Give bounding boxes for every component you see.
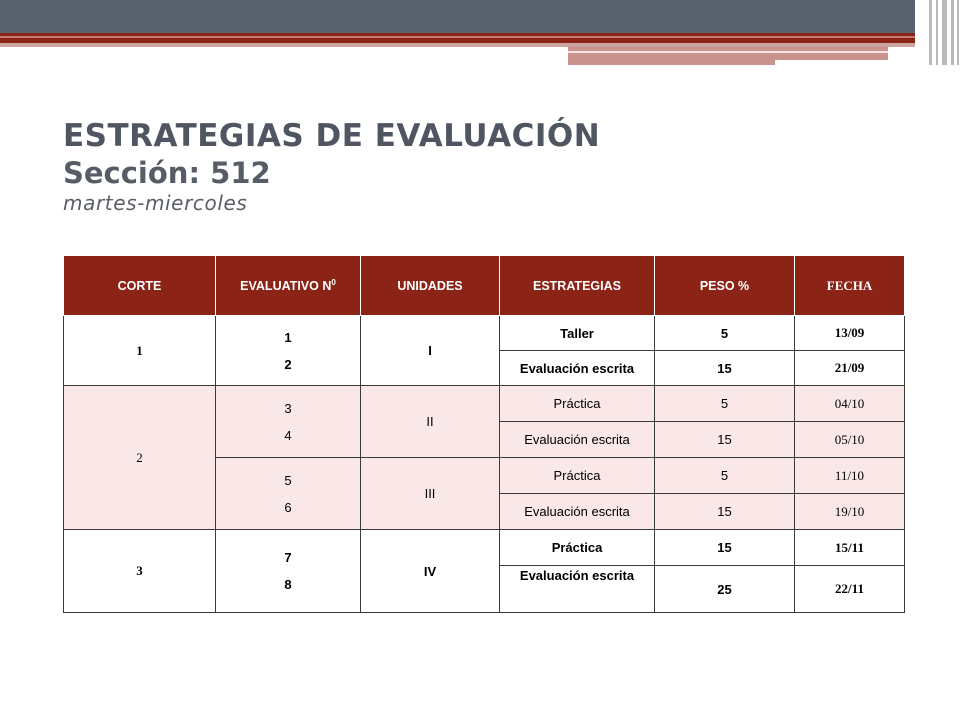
estrategia-cell: Evaluación escrita (500, 566, 655, 613)
peso-cell: 5 (655, 316, 795, 351)
corte-cell: 1 (64, 316, 216, 386)
page-title: ESTRATEGIAS DE EVALUACIÓN (63, 118, 601, 154)
evaluativo-number: 7 (284, 550, 292, 565)
unidad-cell: II (361, 386, 500, 458)
evaluativo-cell (216, 316, 361, 386)
days-label: martes-miercoles (63, 191, 248, 215)
evaluativo-number: 6 (284, 499, 292, 515)
title-block (63, 118, 600, 216)
col-header-fecha: FECHA (795, 256, 905, 316)
fecha-cell: 11/10 (795, 458, 905, 494)
header-accent-line (0, 36, 960, 38)
corte-cell: 3 (64, 530, 216, 613)
table-row (64, 530, 905, 566)
evaluativo-number: 2 (284, 356, 292, 372)
col-header-evaluativo-sup: 0 (331, 277, 336, 287)
fecha-cell: 21/09 (795, 351, 905, 386)
fecha-cell: 22/11 (795, 566, 905, 613)
peso-cell: 5 (655, 458, 795, 494)
corte-cell: 2 (64, 386, 216, 530)
col-header-unidades: UNIDADES (361, 256, 500, 316)
section-label: Sección: 512 (63, 156, 271, 190)
evaluativo-cell (216, 458, 361, 530)
fecha-cell: 19/10 (795, 494, 905, 530)
header-tab-bar-small (568, 60, 775, 65)
header-tab-bar (568, 47, 888, 60)
col-header-estrategias: ESTRATEGIAS (500, 256, 655, 316)
evaluativo-number: 4 (284, 427, 292, 443)
evaluativo-number: 5 (284, 472, 292, 488)
fecha-cell: 05/10 (795, 422, 905, 458)
col-header-evaluativo-label: EVALUATIVO N (240, 279, 332, 294)
evaluativo-cell (216, 530, 361, 613)
peso-cell: 15 (655, 494, 795, 530)
unidad-cell: IV (361, 530, 500, 613)
unidad-cell: III (361, 458, 500, 530)
peso-cell: 25 (655, 566, 795, 613)
evaluativo-cell (216, 386, 361, 458)
peso-cell: 15 (655, 530, 795, 566)
peso-cell: 5 (655, 386, 795, 422)
estrategia-cell: Evaluación escrita (500, 494, 655, 530)
table-header-row (64, 256, 905, 316)
estrategia-cell: Evaluación escrita (500, 351, 655, 386)
fecha-cell: 04/10 (795, 386, 905, 422)
estrategia-cell: Evaluación escrita (500, 422, 655, 458)
col-header-peso: PESO % (655, 256, 795, 316)
table-row (64, 316, 905, 351)
estrategia-cell: Taller (500, 316, 655, 351)
evaluativo-number: 3 (284, 400, 292, 416)
estrategia-cell: Práctica (500, 458, 655, 494)
col-header-evaluativo (216, 256, 361, 316)
evaluativo-number: 1 (284, 329, 292, 345)
peso-cell: 15 (655, 351, 795, 386)
fecha-cell: 15/11 (795, 530, 905, 566)
fecha-cell: 13/09 (795, 316, 905, 351)
table-row (64, 386, 905, 422)
evaluation-table (63, 255, 905, 613)
evaluativo-number: 8 (284, 577, 292, 592)
estrategia-cell: Práctica (500, 386, 655, 422)
estrategia-cell: Práctica (500, 530, 655, 566)
col-header-corte: CORTE (64, 256, 216, 316)
header-corner-stripes (915, 0, 960, 65)
header-bar (0, 0, 960, 33)
header-accent-bar (0, 33, 960, 43)
header-tab-line (568, 51, 888, 53)
peso-cell: 15 (655, 422, 795, 458)
unidad-cell: I (361, 316, 500, 386)
